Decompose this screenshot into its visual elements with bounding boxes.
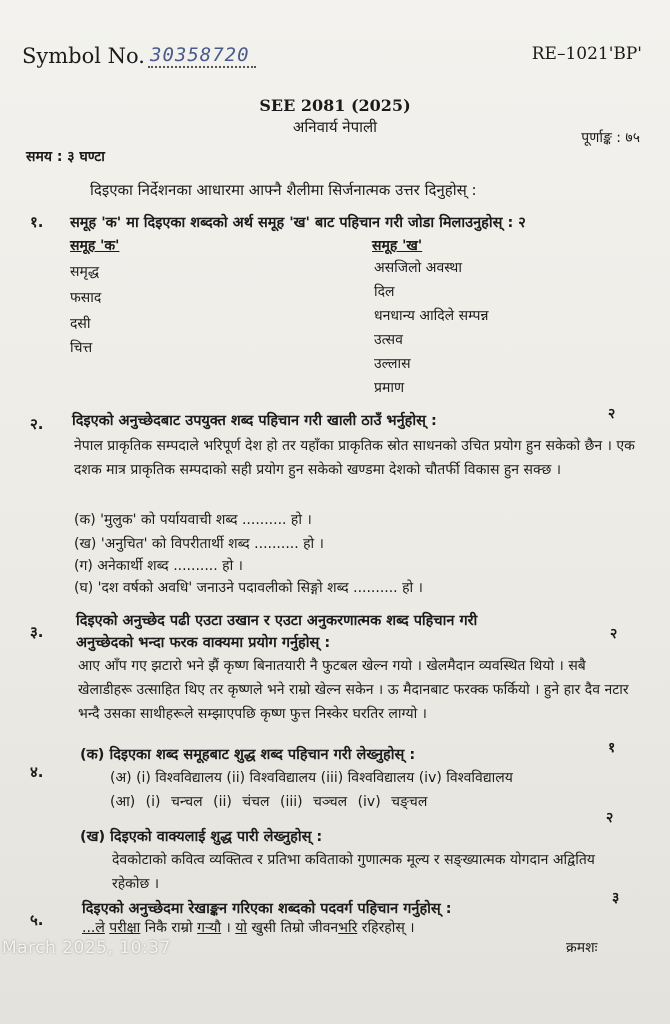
q5-underlined-word: यो [235, 920, 248, 936]
q2-item: (ख) 'अनुचित' को विपरीतार्थी शब्द .......... हो । [74, 536, 324, 552]
q1-group-a-title: समूह 'क' [70, 238, 120, 254]
q2-paragraph: नेपाल प्राकृतिक सम्पदाले भरिपूर्ण देश हो तर यहाँका प्राकृतिक स्रोत साधनको उचित प्रयोग हुन सकेको छैन । एक दशक मात्र प्राकृतिक सम्पदाको सही प्रयोग हुन सकेको खण्डमा देशको चौतर्फी विकास हुन सक्छ । [74, 438, 635, 478]
q1-number: १. [30, 213, 44, 231]
full-marks: पूर्णाङ्क : ७५ [581, 130, 640, 146]
q4a-options-line2: (आ) (i) चन्चल (ii) चंचल (iii) चञ्चल (iv) चङ्चल [110, 794, 428, 810]
symbol-label: Symbol No. [22, 44, 145, 68]
q4b-marks: २ [606, 810, 614, 826]
q5-number: ५. [30, 911, 44, 929]
q4a-marks: १ [608, 740, 616, 756]
q1-group-b-item: धनधान्य आदिले सम्पन्न [374, 308, 489, 324]
general-instruction: दिइएका निर्देशनका आधारमा आफ्नै शैलीमा सिर्जनात्मक उत्तर दिनुहोस् : [90, 181, 477, 199]
q5-passage-text: निकै राम्रो [140, 920, 198, 936]
q1-group-a-item: चित्त [70, 340, 93, 356]
q4a-options-line1: (अ) (i) विश्वविद्यालय (ii) विश्वविद्यालय (iii) विश्वविद्यालय (iv) विश्वविद्यालय [110, 770, 513, 786]
q5-passage [82, 918, 415, 937]
q2-number: २. [30, 415, 44, 433]
subject-title: अनिवार्य नेपाली [292, 118, 378, 136]
q3-marks: २ [610, 626, 618, 642]
paper-code: RE–1021'BP' [531, 44, 642, 64]
q5-passage-text: । [221, 920, 236, 936]
q3-number: ३. [30, 623, 44, 641]
q1-group-b-item: दिल [374, 284, 395, 300]
q1-group-b-item: उत्सव [374, 332, 403, 348]
q5-underlined-word: परीक्षा [109, 920, 141, 936]
q2-marks: २ [608, 406, 616, 422]
q5-passage-text: रहिरहोस् । [357, 920, 415, 936]
photo-timestamp: March 2025, 10:37 [2, 938, 171, 958]
q4-number: ४. [30, 763, 44, 781]
q5-underlined-word: गऱ्यौ [197, 920, 222, 936]
q1-text: समूह 'क' मा दिइएका शब्दको अर्थ समूह 'ख' बाट पहिचान गरी जोडा मिलाउनुहोस् : २ [70, 215, 526, 231]
q3-paragraph: आए आँप गए झटारो भने झैं कृष्ण बिनातयारी नै फुटबल खेल्न गयो । खेलमैदान व्यवस्थित थियो । सबै खेलाडीहरू उत्साहित थिए तर कृष्णले भने राम्रो खेल्न सकेन । ऊ मैदानबाट फरक्क फर्कियो । हुने हार दैव नटार भन्दै उसका साथीहरूले सम्झाएपछि कृष्ण फुत्त निस्केर घरतिर लाग्यो । [78, 658, 629, 722]
q1-group-b-item: प्रमाण [374, 380, 405, 396]
time-allowed: समय : ३ घण्टा [26, 149, 105, 165]
q3-text-line2: अनुच्छेदको भन्दा फरक वाक्यमा प्रयोग गर्नुहोस् : [76, 635, 331, 651]
q5-underlined-word: ...ले [82, 920, 105, 936]
q2-item: (घ) 'दश वर्षको अवधि' जनाउने पदावलीको सिङ्गो शब्द .......... हो । [74, 580, 423, 596]
q5-underlined-word: भरि [338, 920, 358, 936]
q4b-text: (ख) दिइएको वाक्यलाई शुद्ध पारी लेख्नुहोस् : [80, 829, 323, 845]
q3-text-line1: दिइएको अनुच्छेद पढी एउटा उखान र एउटा अनुकरणात्मक शब्द पहिचान गरी [76, 613, 478, 629]
q5-text: दिइएको अनुच्छेदमा रेखाङ्कन गरिएका शब्दको पदवर्ग पहिचान गर्नुहोस् : [82, 901, 452, 917]
q5-passage-text: खुसी तिम्रो जीवन [247, 920, 339, 936]
q1-group-a-item: फसाद [70, 290, 102, 306]
q5-marks: ३ [612, 890, 620, 906]
q4a-text: (क) दिइएका शब्द समूहबाट शुद्ध शब्द पहिचान गरी लेख्नुहोस् : [80, 747, 416, 763]
q2-text: दिइएको अनुच्छेदबाट उपयुक्त शब्द पहिचान गरी खाली ठाउँ भर्नुहोस् : [72, 413, 437, 429]
q1-group-b-title: समूह 'ख' [372, 238, 423, 254]
q1-group-b-item: असजिलो अवस्था [374, 260, 462, 276]
q1-group-a-item: दसी [70, 316, 91, 332]
q1-group-a-item: समृद्ध [70, 264, 100, 280]
q4b-sentence: देवकोटाको कवित्व व्यक्तित्व र प्रतिभा कविताको गुणात्मक मूल्य र सङ्ख्यात्मक योगदान अद्वितिय रहेकोछ । [112, 852, 595, 892]
symbol-number-handwritten: 30358720 [148, 44, 256, 68]
q1-group-b-item: उल्लास [374, 356, 411, 372]
q2-item: (क) 'मुलुक' को पर्यायवाची शब्द .......... हो । [74, 512, 312, 528]
q2-item: (ग) अनेकार्थी शब्द .......... हो । [74, 558, 243, 574]
continued-label: क्रमशः [566, 940, 598, 956]
exam-title: SEE 2081 (2025) [259, 96, 411, 115]
